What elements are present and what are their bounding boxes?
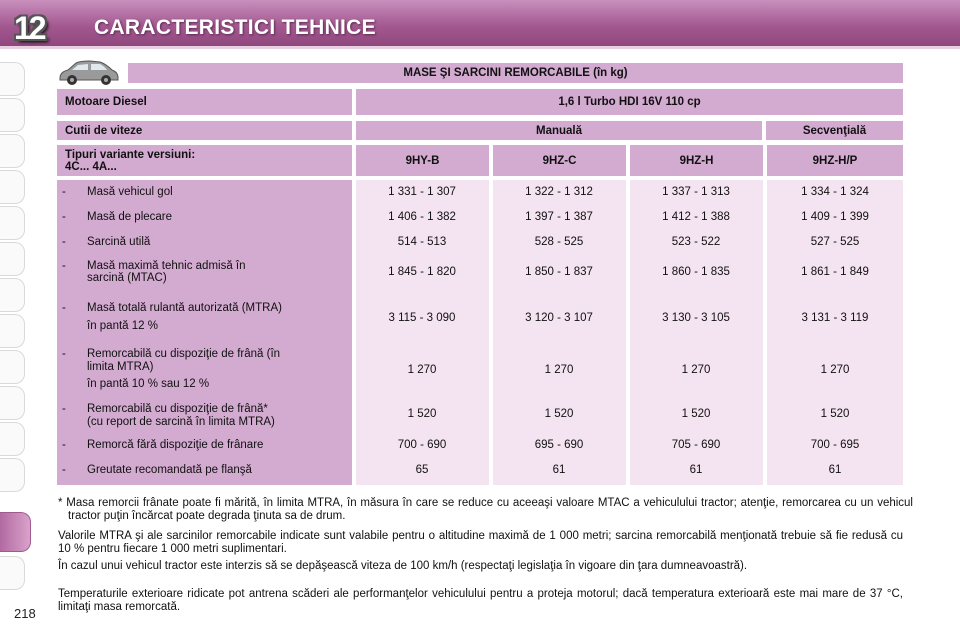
side-tab[interactable]: [0, 422, 25, 456]
side-tab[interactable]: [0, 314, 25, 348]
table-cell: 700 - 695: [810, 439, 860, 451]
footnote: * Masa remorcii frânate poate fi mărită, în limita MTRA, în măsura în care se reduce cu aceeaşi valoare MTAC a vehiculului tractor; atenţie, remorcarea cu un vehicul tractor puţin încărcat poate degrada ţinuta sa de drum.: [58, 497, 913, 522]
table-cell: 1 412 - 1 388: [662, 211, 730, 223]
table-cell: 1 270: [820, 364, 850, 376]
table-cell: 1 520: [544, 408, 574, 420]
variant-header: 9HY-B: [356, 145, 489, 176]
table-cell: 1 270: [407, 364, 437, 376]
table-cell: 695 - 690: [534, 439, 584, 451]
table-cell: 1 520: [820, 408, 850, 420]
side-tab[interactable]: [0, 170, 25, 204]
gearbox-sequential: Secvenţială: [766, 121, 903, 140]
engine-label: Motoare Diesel: [57, 89, 352, 115]
side-tab[interactable]: [0, 350, 25, 384]
page-title: CARACTERISTICI TEHNICE: [94, 16, 376, 39]
table-cell: 1 337 - 1 313: [662, 186, 730, 198]
table-cell: 700 - 690: [397, 439, 447, 451]
table-cell: 1 270: [681, 364, 711, 376]
table-cell: 1 520: [407, 408, 437, 420]
car-icon: [56, 58, 120, 86]
gearbox-label: Cutii de viteze: [57, 121, 352, 140]
note-altitude: Valorile MTRA şi ale sarcinilor remorcabile indicate sunt valabile pentru o altitudine maximă de 1 000 metri; sarcina remorcabilă menţionată trebuie să fie redusă cu 10 % pentru fiecare 1 000 metri suplimentari.: [58, 530, 903, 555]
gearbox-manual: Manuală: [356, 121, 762, 140]
table-cell: 1 334 - 1 324: [801, 186, 869, 198]
table-cell: 61: [552, 464, 566, 476]
table-cell: 1 406 - 1 382: [388, 211, 456, 223]
page-number: 218: [14, 606, 36, 621]
table-cell: 1 860 - 1 835: [662, 266, 730, 278]
table-cell: 705 - 690: [671, 439, 721, 451]
table-cell: 1 861 - 1 849: [801, 266, 869, 278]
table-cell: 3 131 - 3 119: [801, 312, 869, 324]
table-cell: 527 - 525: [810, 236, 860, 248]
variant-header: 9HZ-C: [493, 145, 626, 176]
side-tab[interactable]: [0, 278, 25, 312]
table-title: MASE ŞI SARCINI REMORCABILE (în kg): [128, 63, 903, 83]
side-tab[interactable]: [0, 556, 25, 590]
variant-header: 9HZ-H: [630, 145, 763, 176]
side-tab[interactable]: [0, 458, 25, 492]
side-tab[interactable]: [0, 62, 25, 96]
side-tab[interactable]: [0, 242, 25, 276]
table-cell: 1 520: [681, 408, 711, 420]
variants-label-line1: Tipuri variante versiuni:: [65, 148, 196, 161]
note-speed: În cazul unui vehicul tractor este interzis să se depăşească viteza de 100 km/h (respectaţi legislaţia în vigoare din ţara dumneavoastră).: [58, 560, 748, 572]
side-tab[interactable]: [0, 98, 25, 132]
table-cell: 61: [689, 464, 703, 476]
variants-label-line2: 4C... 4A...: [65, 160, 117, 173]
table-cell: 3 120 - 3 107: [525, 312, 593, 324]
side-tab-active[interactable]: [0, 512, 31, 552]
variant-header: 9HZ-H/P: [767, 145, 903, 176]
note-temperature: Temperaturile exterioare ridicate pot antrena scăderi ale performanţelor vehiculului pentru a proteja motorul; dacă temperatura exterioară este mai mare de 37 °C, limitaţi masa remorcată.: [58, 588, 903, 613]
table-cell: 1 850 - 1 837: [525, 266, 593, 278]
side-tab[interactable]: [0, 386, 25, 420]
table-cell: 514 - 513: [397, 236, 447, 248]
table-cell: 1 397 - 1 387: [525, 211, 593, 223]
table-cell: 1 270: [544, 364, 574, 376]
table-cell: 1 322 - 1 312: [525, 186, 593, 198]
side-tab[interactable]: [0, 134, 25, 168]
table-cell: 61: [828, 464, 842, 476]
table-cell: 528 - 525: [534, 236, 584, 248]
engine-value: 1,6 l Turbo HDI 16V 110 cp: [356, 89, 903, 115]
table-cell: 3 115 - 3 090: [388, 312, 456, 324]
table-cell: 65: [415, 464, 429, 476]
table-cell: 1 845 - 1 820: [388, 266, 456, 278]
variants-label: [57, 145, 352, 176]
table-cell: 3 130 - 3 105: [662, 312, 730, 324]
table-cell: 1 409 - 1 399: [801, 211, 869, 223]
table-cell: 1 331 - 1 307: [388, 186, 456, 198]
table-cell: 523 - 522: [671, 236, 721, 248]
side-tab[interactable]: [0, 206, 25, 240]
header-divider: [0, 46, 960, 49]
chapter-number: 12: [14, 10, 44, 46]
